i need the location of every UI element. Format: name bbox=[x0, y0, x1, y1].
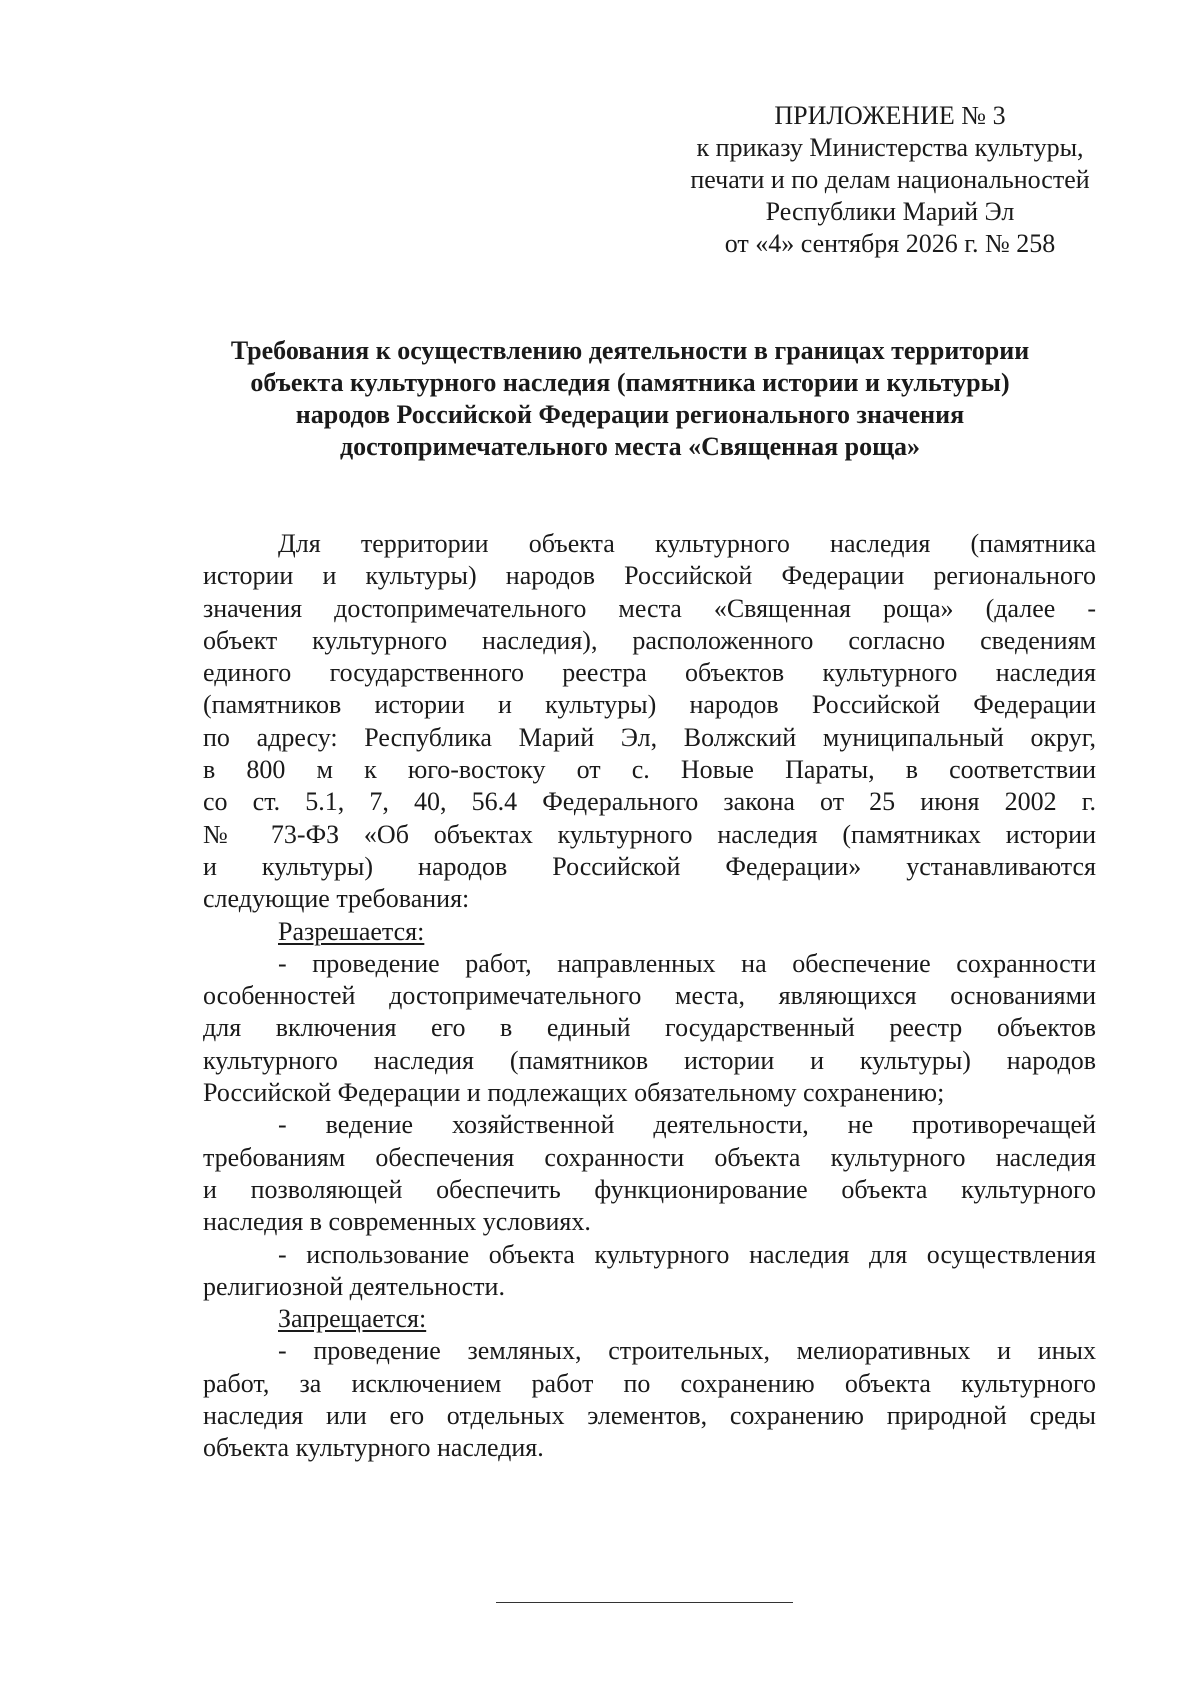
text-line: (памятников истории и культуры) народов Российской Федерации bbox=[203, 690, 1096, 720]
text-line: наследия в современных условиях. bbox=[203, 1207, 591, 1237]
text-line: Российской Федерации и подлежащих обязательному сохранению; bbox=[203, 1078, 945, 1108]
appendix-number: ПРИЛОЖЕНИЕ № 3 bbox=[774, 101, 1006, 130]
prohibited-item-1 bbox=[203, 1335, 1096, 1464]
appendix-header bbox=[660, 100, 1120, 260]
text-line: культурного наследия (памятников истории и культуры) народов bbox=[203, 1045, 1096, 1075]
text-line: истории и культуры) народов Российской Федерации регионального bbox=[203, 561, 1096, 591]
allowed-item-3 bbox=[203, 1239, 1096, 1304]
text-line: требованиям обеспечения сохранности объекта культурного наследия bbox=[203, 1142, 1096, 1172]
text-line: и позволяющей обеспечить функционирование объекта культурного bbox=[203, 1174, 1096, 1204]
appendix-order-line: к приказу Министерства культуры, bbox=[696, 133, 1084, 162]
text-line: объект культурного наследия), расположенного согласно сведениям bbox=[203, 625, 1096, 655]
text-line: - проведение земляных, строительных, мелиоративных и иных bbox=[278, 1336, 1096, 1366]
text-line: для включения его в единый государственный реестр объектов bbox=[203, 1013, 1096, 1043]
text-line: следующие требования: bbox=[203, 884, 470, 914]
text-line: по адресу: Республика Марий Эл, Волжский муниципальный округ, bbox=[203, 722, 1096, 752]
text-line: особенностей достопримечательного места, являющихся основаниями bbox=[203, 981, 1096, 1011]
document-title bbox=[190, 335, 1070, 463]
allowed-item-2 bbox=[203, 1109, 1096, 1238]
text-line: - использование объекта культурного наследия для осуществления bbox=[278, 1239, 1096, 1269]
intro-paragraph bbox=[203, 528, 1096, 916]
allowed-heading bbox=[203, 916, 1096, 948]
appendix-date-line: от «4» сентября 2026 г. № 258 bbox=[724, 229, 1056, 258]
closing-divider bbox=[496, 1602, 793, 1603]
text-line: объекта культурного наследия. bbox=[203, 1433, 544, 1463]
allowed-item-1 bbox=[203, 948, 1096, 1109]
text-line: наследия или его отдельных элементов, сохранению природной среды bbox=[203, 1401, 1096, 1431]
text-line: работ, за исключением работ по сохранению объекта культурного bbox=[203, 1368, 1096, 1398]
title-line: Требования к осуществлению деятельности в границах территории bbox=[230, 336, 1030, 365]
title-line: народов Российской Федерации регионального значения bbox=[295, 400, 965, 429]
text-line: - проведение работ, направленных на обеспечение сохранности bbox=[278, 948, 1096, 978]
appendix-republic-line: Республики Марий Эл bbox=[765, 197, 1015, 226]
document-body bbox=[203, 528, 1096, 1465]
text-line: и культуры) народов Российской Федерации» устанавливаются bbox=[203, 851, 1096, 881]
title-line: достопримечательного места «Священная роща» bbox=[339, 432, 921, 461]
text-line: - ведение хозяйственной деятельности, не противоречащей bbox=[278, 1110, 1096, 1140]
text-line: религиозной деятельности. bbox=[203, 1271, 505, 1301]
text-line: единого государственного реестра объектов культурного наследия bbox=[203, 658, 1096, 688]
text-line: № 73-ФЗ «Об объектах культурного наследия (памятниках истории bbox=[203, 819, 1096, 849]
text-line: значения достопримечательного места «Священная роща» (далее - bbox=[203, 593, 1096, 623]
title-line: объекта культурного наследия (памятника истории и культуры) bbox=[250, 368, 1010, 397]
allowed-heading-text: Разрешается: bbox=[278, 916, 425, 946]
text-line: Для территории объекта культурного наследия (памятника bbox=[278, 529, 1096, 558]
text-line: в 800 м к юго-востоку от с. Новые Параты, в соответствии bbox=[203, 755, 1096, 785]
appendix-ministry-line: печати и по делам национальностей bbox=[690, 165, 1090, 194]
prohibited-heading-text: Запрещается: bbox=[278, 1304, 427, 1334]
prohibited-heading bbox=[203, 1303, 1096, 1335]
text-line: со ст. 5.1, 7, 40, 56.4 Федерального закона от 25 июня 2002 г. bbox=[203, 787, 1096, 817]
